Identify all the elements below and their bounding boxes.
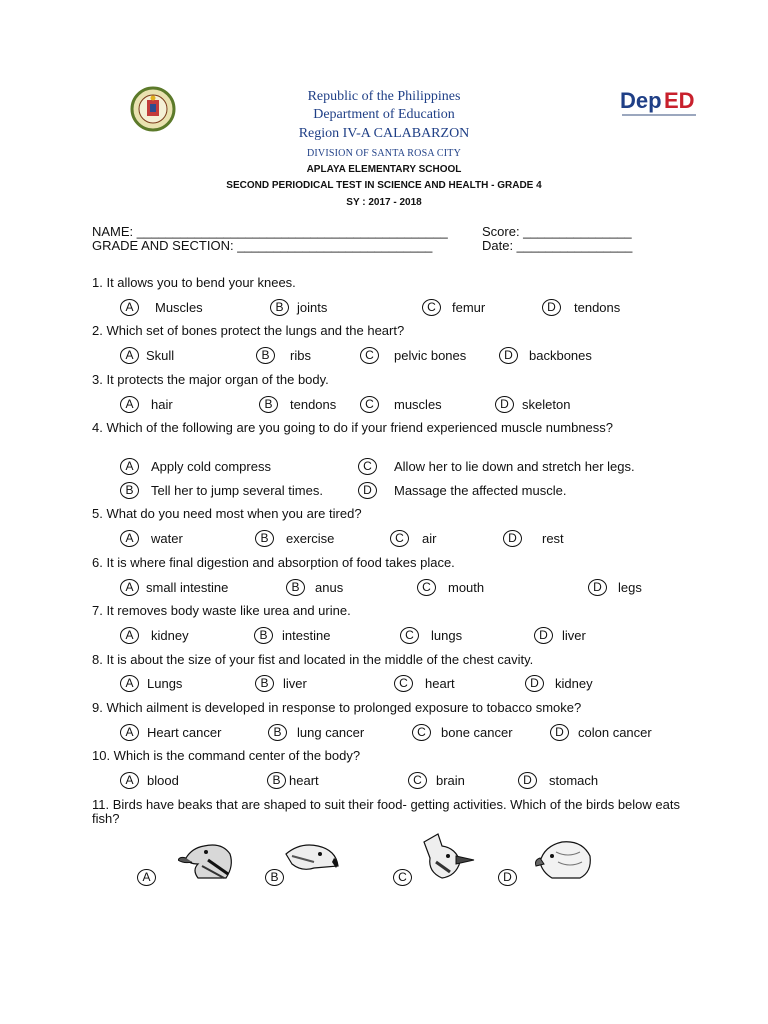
choice-circle-5-b[interactable]: B — [255, 530, 274, 547]
header-school-year: SY : 2017 - 2018 — [346, 197, 422, 208]
choice-text-3-b: tendons — [290, 397, 337, 412]
duck-head-image — [178, 832, 240, 880]
question-5: 5. What do you need most when you are tired? — [92, 506, 362, 521]
header-republic: Republic of the Philippines — [307, 89, 461, 104]
choice-circle-10-b[interactable]: B — [267, 772, 286, 789]
choice-text-4-c: Allow her to lie down and stretch her legs. — [394, 459, 635, 474]
choice-circle-2-b[interactable]: B — [256, 347, 275, 364]
choice-circle-8-d[interactable]: D — [525, 675, 544, 692]
choice-text-2-a: Skull — [146, 348, 175, 363]
choice-circle-9-c[interactable]: C — [412, 724, 431, 741]
score-field[interactable]: Score: _______________ — [482, 224, 632, 239]
choice-text-1-d: tendons — [574, 300, 621, 315]
svg-text:ED: ED — [664, 88, 695, 113]
choice-text-4-a: Apply cold compress — [151, 459, 271, 474]
choice-text-8-d: kidney — [555, 676, 593, 691]
choice-circle-4-d[interactable]: D — [358, 482, 377, 499]
choice-text-1-a: Muscles — [155, 300, 203, 315]
question-11: 11. Birds have beaks that are shaped to suit their food- getting activities. Which of the birds below eats fish? — [92, 797, 680, 826]
choice-circle-2-c[interactable]: C — [360, 347, 379, 364]
choice-circle-2-a[interactable]: A — [120, 347, 139, 364]
choice-circle-7-c[interactable]: C — [400, 627, 419, 644]
question-7: 7. It removes body waste like urea and urine. — [92, 603, 351, 618]
choice-text-4-b: Tell her to jump several times. — [151, 483, 323, 498]
choice-circle-11-b[interactable]: B — [265, 869, 284, 886]
choice-circle-3-a[interactable]: A — [120, 396, 139, 413]
header-test-title: SECOND PERIODICAL TEST IN SCIENCE AND HEALTH - GRADE 4 — [226, 180, 542, 191]
name-field[interactable]: NAME: ___________________________________________ — [92, 224, 448, 239]
choice-text-9-b: lung cancer — [297, 725, 365, 740]
grade-section-field[interactable]: GRADE AND SECTION: ___________________________ — [92, 238, 433, 253]
hawk-head-image — [280, 832, 342, 880]
choice-text-2-d: backbones — [529, 348, 592, 363]
question-8: 8. It is about the size of your fist and located in the middle of the chest cavity. — [92, 652, 534, 667]
choice-text-10-d: stomach — [549, 773, 599, 788]
choice-text-2-b: ribs — [290, 348, 311, 363]
question-4: 4. Which of the following are you going to do if your friend experienced muscle numbness? — [92, 420, 614, 435]
choice-circle-11-a[interactable]: A — [137, 869, 156, 886]
choice-circle-6-c[interactable]: C — [417, 579, 436, 596]
choice-text-6-a: small intestine — [146, 580, 229, 595]
choice-text-5-a: water — [151, 531, 183, 546]
choice-text-8-a: Lungs — [147, 676, 183, 691]
choice-text-3-c: muscles — [394, 397, 442, 412]
choice-circle-3-d[interactable]: D — [495, 396, 514, 413]
choice-circle-1-d[interactable]: D — [542, 299, 561, 316]
choice-circle-3-b[interactable]: B — [259, 396, 278, 413]
choice-text-6-d: legs — [618, 580, 642, 595]
choice-text-7-a: kidney — [151, 628, 189, 643]
choice-circle-11-c[interactable]: C — [393, 869, 412, 886]
choice-text-9-c: bone cancer — [441, 725, 513, 740]
choice-text-3-a: hair — [151, 397, 173, 412]
choice-circle-9-b[interactable]: B — [268, 724, 287, 741]
header-division: DIVISION OF SANTA ROSA CITY — [306, 148, 462, 159]
choice-circle-3-c[interactable]: C — [360, 396, 379, 413]
choice-circle-10-c[interactable]: C — [408, 772, 427, 789]
choice-text-2-c: pelvic bones — [394, 348, 467, 363]
choice-circle-1-b[interactable]: B — [270, 299, 289, 316]
choice-circle-9-a[interactable]: A — [120, 724, 139, 741]
choice-text-7-c: lungs — [431, 628, 463, 643]
choice-circle-5-c[interactable]: C — [390, 530, 409, 547]
question-3: 3. It protects the major organ of the body. — [92, 372, 329, 387]
cardinal-head-image — [416, 832, 478, 880]
header-region: Region IV-A CALABARZON — [298, 126, 470, 141]
choice-text-10-b: heart — [289, 773, 319, 788]
choice-circle-4-c[interactable]: C — [358, 458, 377, 475]
header-school: APLAYA ELEMENTARY SCHOOL — [306, 164, 462, 175]
choice-circle-6-a[interactable]: A — [120, 579, 139, 596]
choice-circle-5-a[interactable]: A — [120, 530, 139, 547]
choice-circle-1-c[interactable]: C — [422, 299, 441, 316]
choice-text-3-d: skeleton — [522, 397, 571, 412]
choice-circle-5-d[interactable]: D — [503, 530, 522, 547]
choice-text-5-c: air — [422, 531, 437, 546]
choice-circle-10-d[interactable]: D — [518, 772, 537, 789]
question-10: 10. Which is the command center of the body? — [92, 748, 361, 763]
choice-circle-10-a[interactable]: A — [120, 772, 139, 789]
choice-text-1-b: joints — [297, 300, 328, 315]
choice-circle-8-c[interactable]: C — [394, 675, 413, 692]
choice-text-10-a: blood — [147, 773, 179, 788]
choice-text-6-c: mouth — [448, 580, 485, 595]
choice-text-5-b: exercise — [286, 531, 335, 546]
choice-text-1-c: femur — [452, 300, 486, 315]
choice-circle-7-b[interactable]: B — [254, 627, 273, 644]
header-department: Department of Education — [313, 107, 455, 122]
question-1: 1. It allows you to bend your knees. — [92, 275, 296, 290]
choice-text-7-d: liver — [562, 628, 586, 643]
choice-text-4-d: Massage the affected muscle. — [394, 483, 567, 498]
choice-circle-1-a[interactable]: A — [120, 299, 139, 316]
choice-circle-7-d[interactable]: D — [534, 627, 553, 644]
choice-text-5-d: rest — [542, 531, 564, 546]
chicken-head-image — [534, 832, 596, 880]
question-9: 9. Which ailment is developed in response to prolonged exposure to tobacco smoke? — [92, 700, 582, 715]
choice-text-6-b: anus — [315, 580, 344, 595]
question-2: 2. Which set of bones protect the lungs and the heart? — [92, 323, 405, 338]
choice-circle-8-b[interactable]: B — [255, 675, 274, 692]
choice-text-8-c: heart — [425, 676, 455, 691]
question-6: 6. It is where final digestion and absorption of food takes place. — [92, 555, 455, 570]
choice-circle-11-d[interactable]: D — [498, 869, 517, 886]
choice-circle-7-a[interactable]: A — [120, 627, 139, 644]
choice-circle-6-b[interactable]: B — [286, 579, 305, 596]
choice-text-9-a: Heart cancer — [147, 725, 222, 740]
choice-text-10-c: brain — [436, 773, 465, 788]
choice-circle-2-d[interactable]: D — [499, 347, 518, 364]
choice-text-8-b: liver — [283, 676, 307, 691]
choice-circle-6-d[interactable]: D — [588, 579, 607, 596]
choice-circle-4-a[interactable]: A — [120, 458, 139, 475]
choice-circle-4-b[interactable]: B — [120, 482, 139, 499]
svg-text:Dep: Dep — [620, 88, 662, 113]
choice-circle-8-a[interactable]: A — [120, 675, 139, 692]
choice-text-7-b: intestine — [282, 628, 331, 643]
date-field[interactable]: Date: ________________ — [482, 238, 633, 253]
choice-circle-9-d[interactable]: D — [550, 724, 569, 741]
choice-text-9-d: colon cancer — [578, 725, 652, 740]
